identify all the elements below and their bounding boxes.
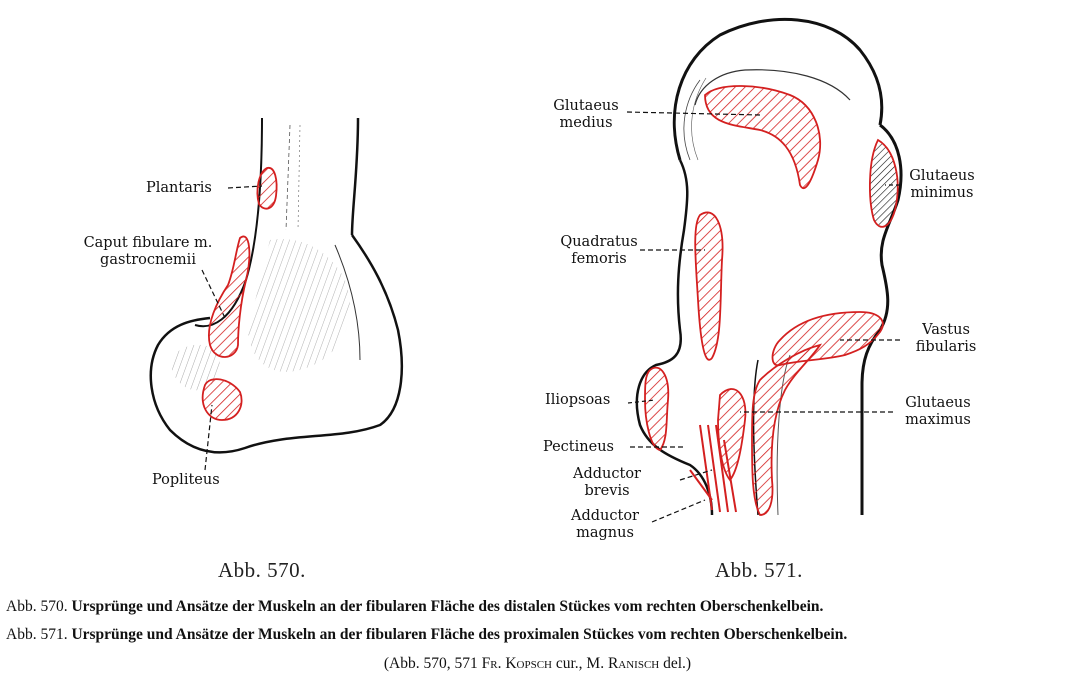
label-glutaeus-maximus xyxy=(896,395,980,429)
label-caput-fibulare xyxy=(68,235,228,269)
caption-571-text: Ursprünge und Ansätze der Muskeln an der fibularen Fläche des proximalen Stückes vom rechten Oberschenkelbein. xyxy=(71,626,848,643)
figure-571-number: Abb. 571. xyxy=(715,558,803,582)
label-vastus-line1: Vastus xyxy=(922,322,970,338)
label-adductor-brevis xyxy=(562,466,652,500)
label-adductor-magnus xyxy=(560,508,650,542)
credit-kopsch: Fr. Kopsch xyxy=(481,655,552,672)
caption-570 xyxy=(0,598,1075,616)
label-quadratus-line1: Quadratus xyxy=(560,234,638,250)
label-glutaeus-medius xyxy=(544,98,628,132)
distal-femur-drawing xyxy=(151,118,402,470)
caption-570-number: Abb. 570. xyxy=(6,598,68,615)
label-glut-minimus-line2: minimus xyxy=(910,185,974,201)
label-add-magnus-line2: magnus xyxy=(576,525,634,541)
credit-ranisch: Ranisch xyxy=(607,655,660,672)
label-vastus-fibularis xyxy=(904,322,988,356)
label-add-brevis-line1: Adductor xyxy=(573,466,641,482)
caption-credit xyxy=(0,655,1075,673)
glutaeus-minimus-area xyxy=(870,140,898,227)
credit-open: (Abb. 570, 571 xyxy=(383,655,478,672)
label-vastus-line2: fibularis xyxy=(915,339,977,355)
proximal-femur-drawing xyxy=(627,19,901,522)
popliteus-area xyxy=(203,379,242,420)
label-iliopsoas: Iliopsoas xyxy=(545,392,611,408)
label-plantaris: Plantaris xyxy=(146,180,212,196)
label-quadratus-femoris xyxy=(552,234,646,268)
label-add-brevis-line2: brevis xyxy=(584,483,630,499)
label-glut-minimus-line1: Glutaeus xyxy=(909,168,975,184)
label-pectineus: Pectineus xyxy=(543,439,614,455)
glutaeus-medius-area xyxy=(705,86,820,188)
label-quadratus-line2: femoris xyxy=(571,251,627,267)
label-caput-line1: Caput fibulare m. xyxy=(83,235,213,251)
label-glut-medius-line1: Glutaeus xyxy=(553,98,619,114)
caption-571 xyxy=(0,626,1075,644)
quadratus-femoris-area xyxy=(695,212,722,359)
label-glut-maximus-line2: maximus xyxy=(905,412,971,428)
credit-close: del.) xyxy=(663,655,692,672)
label-glut-medius-line2: medius xyxy=(559,115,613,131)
label-glutaeus-minimus xyxy=(900,168,984,202)
label-caput-line2: gastrocnemii xyxy=(100,252,196,268)
caption-571-number: Abb. 571. xyxy=(6,626,68,643)
credit-mid: cur., M. xyxy=(555,655,605,672)
caption-570-text: Ursprünge und Ansätze der Muskeln an der fibularen Fläche des distalen Stückes vom rechten Oberschenkelbein. xyxy=(71,598,824,615)
add-magnus-leader xyxy=(652,500,705,522)
label-popliteus: Popliteus xyxy=(152,472,220,488)
label-add-magnus-line1: Adductor xyxy=(571,508,639,524)
figure-570-number: Abb. 570. xyxy=(218,558,306,582)
label-glut-maximus-line1: Glutaeus xyxy=(905,395,971,411)
glutaeus-maximus-area xyxy=(752,345,820,515)
